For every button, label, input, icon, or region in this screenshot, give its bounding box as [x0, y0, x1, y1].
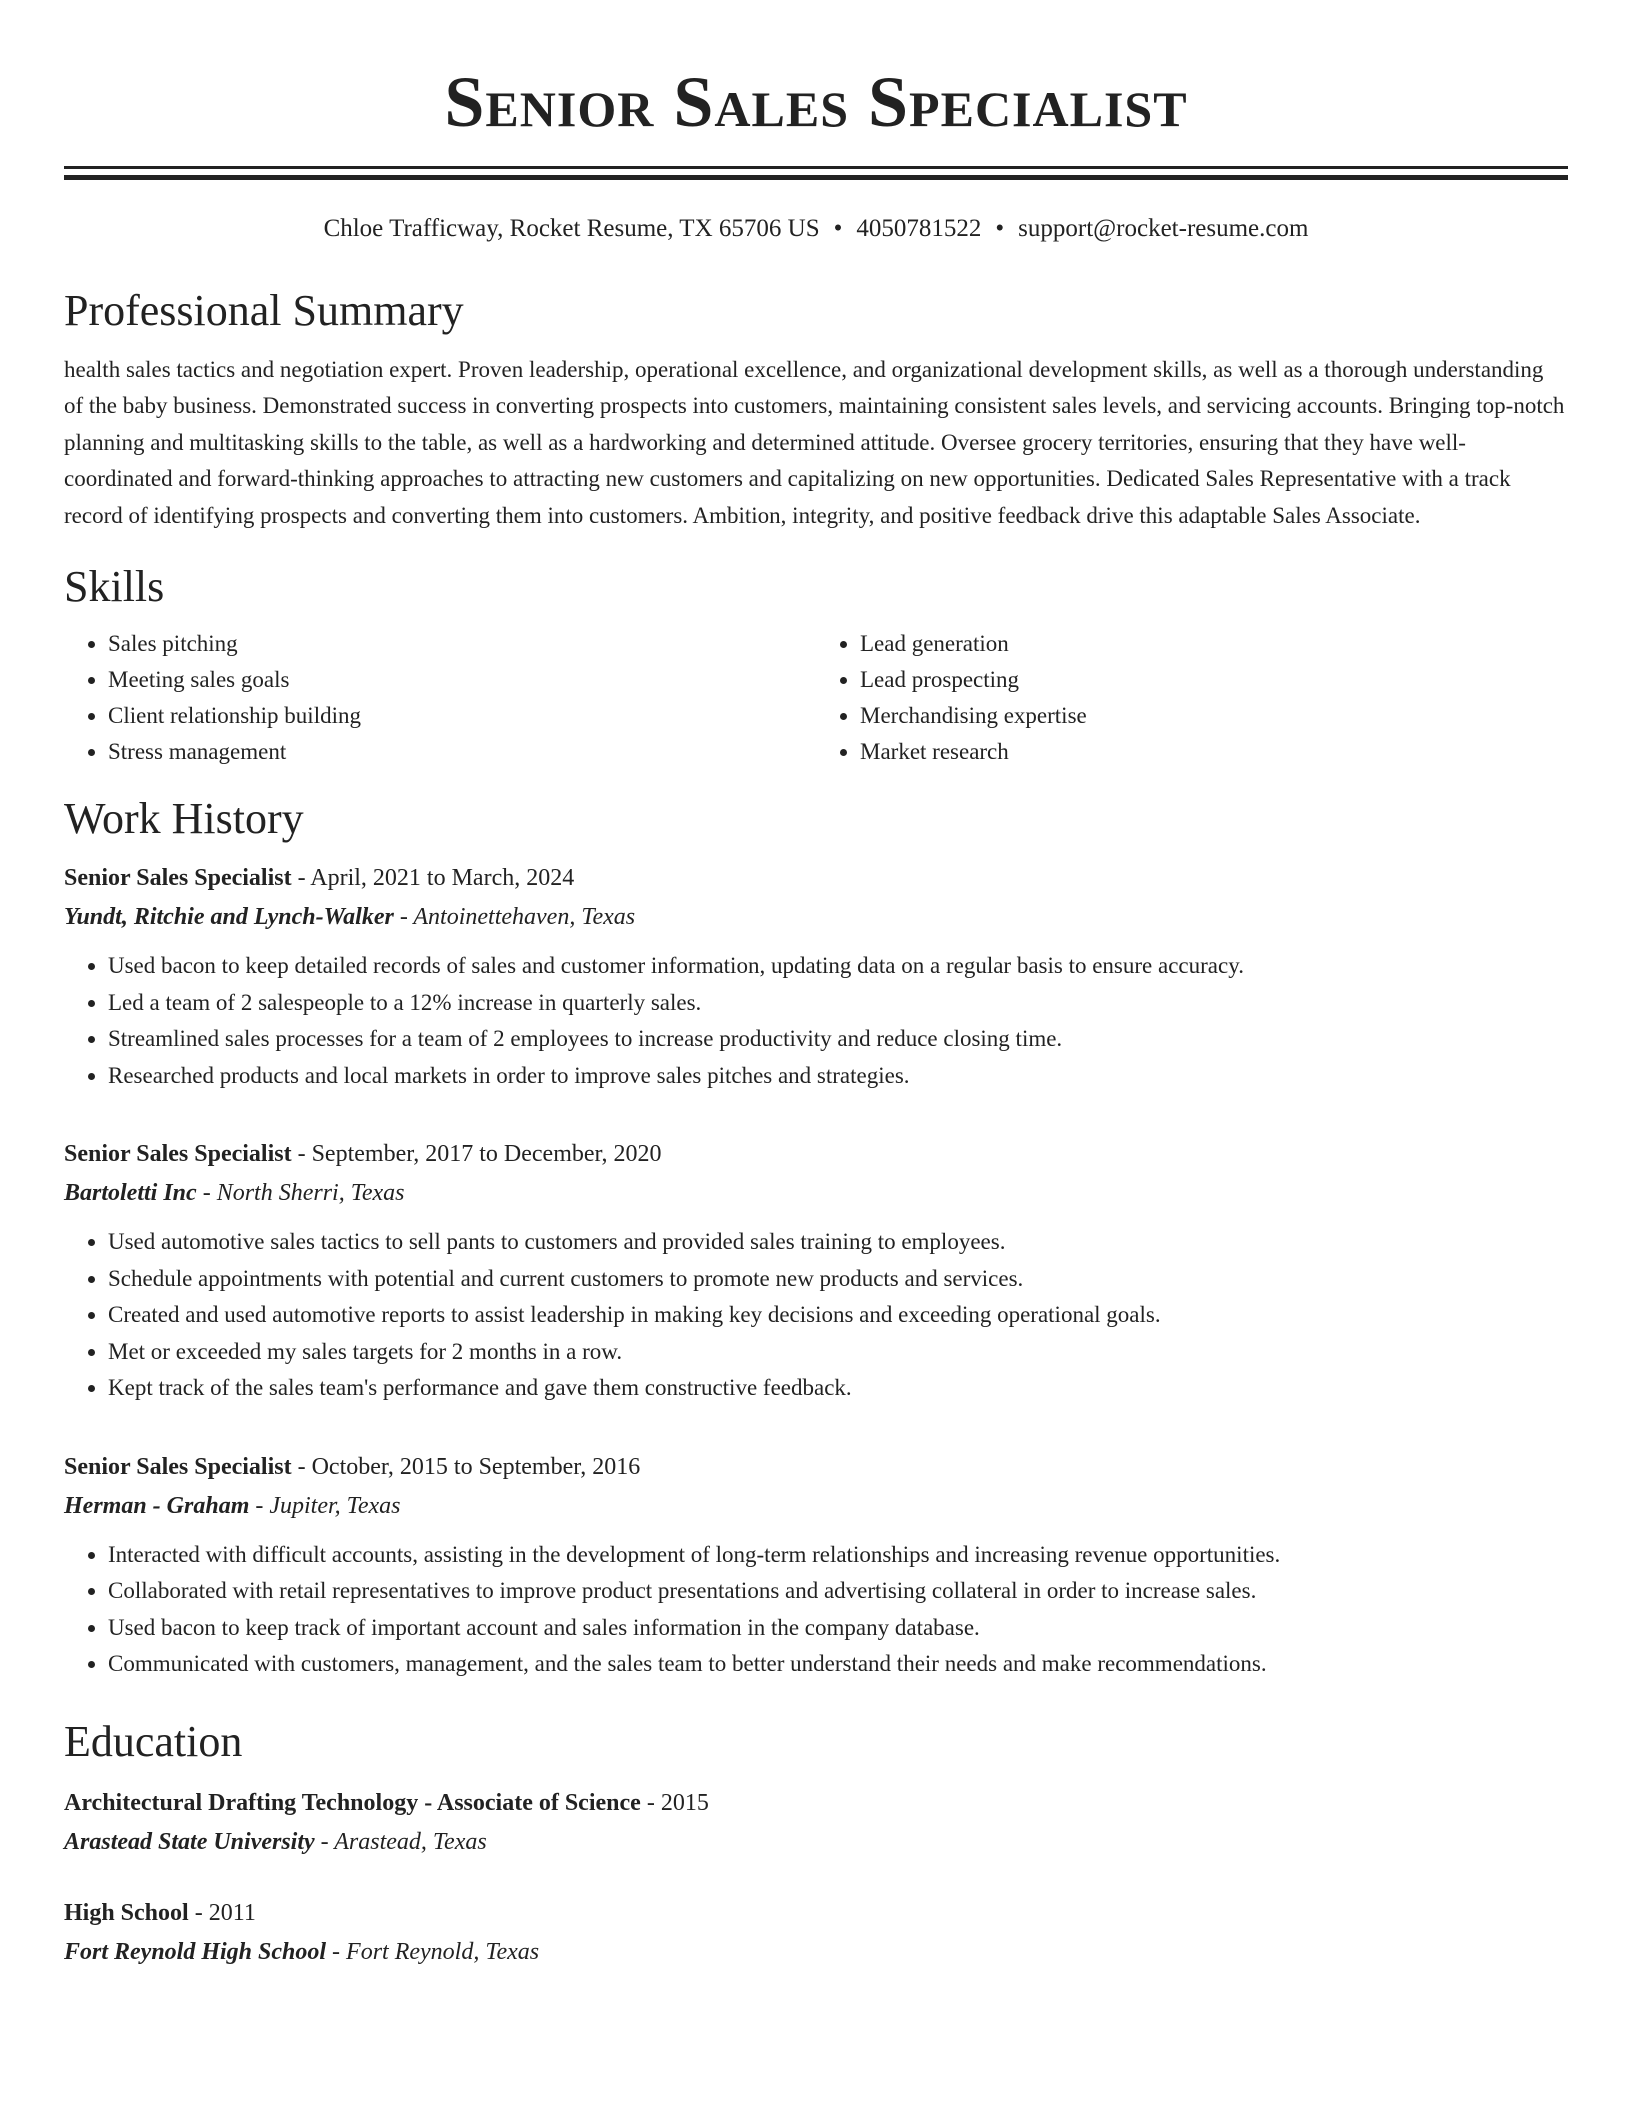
job-title-line	[64, 1134, 1568, 1174]
job-dash: -	[291, 1453, 312, 1480]
skill-item: • Lead generation	[860, 626, 1568, 662]
job-entry	[64, 858, 1568, 1094]
contact-separator: •	[995, 215, 1005, 242]
job-company-line	[64, 898, 1568, 936]
job-bullet: • Used bacon to keep detailed records of sales and customer information, updating data on a regular basis to ensure accuracy.	[108, 948, 1568, 985]
job-bullet: • Researched products and local markets in order to improve sales pitches and strategies.	[108, 1058, 1568, 1095]
job-title: Senior Sales Specialist	[64, 1453, 292, 1480]
education-degree: Architectural Drafting Technology - Associate of Science	[64, 1789, 641, 1816]
job-dash: -	[196, 1180, 217, 1207]
job-bullet: • Collaborated with retail representatives to improve product presentations and advertising collateral in order to increase sales.	[108, 1573, 1568, 1610]
education-dash: -	[314, 1828, 335, 1855]
education-degree-line	[64, 1893, 1568, 1933]
job-dash: -	[291, 865, 311, 892]
education-location: Arastead, Texas	[334, 1828, 487, 1855]
contact-line	[64, 214, 1568, 244]
job-entry	[64, 1134, 1568, 1407]
contact-address: Chloe Trafficway, Rocket Resume, TX 65706 US	[323, 215, 820, 242]
job-entry	[64, 1447, 1568, 1683]
job-title: Senior Sales Specialist	[64, 1141, 292, 1168]
job-bullet: • Created and used automotive reports to assist leadership in making key decisions and exceeding operational goals.	[108, 1297, 1568, 1334]
summary-text: health sales tactics and negotiation expert. Proven leadership, operational excellence, and organizational development skills, as well as a thorough understanding of the baby business. Demonstrated success in converting prospects into customers, maintaining consistent sales levels, and servicing accounts. Bringing top-notch planning and multitasking skills to the table, as well as a hardworking and determined attitude. Oversee grocery territories, ensuring that they have well-coordinated and forward-thinking approaches to attracting new customers and capitalizing on new opportunities. Dedicated Sales Representative with a track record of identifying prospects and converting them into customers. Ambition, integrity, and positive feedback drive this adaptable Sales Associate.	[64, 357, 1565, 528]
job-company: Bartoletti Inc	[64, 1180, 197, 1207]
skills-grid	[64, 626, 1568, 770]
job-company: Yundt, Ritchie and Lynch-Walker	[64, 904, 394, 931]
education-location: Fort Reynold, Texas	[346, 1938, 540, 1965]
job-dates: September, 2017 to December, 2020	[311, 1141, 662, 1168]
job-location: Jupiter, Texas	[269, 1492, 401, 1519]
job-company: Herman - Graham	[64, 1492, 250, 1519]
title-divider-thick	[64, 175, 1568, 180]
job-dash: -	[393, 904, 414, 931]
education-year: 2011	[208, 1899, 256, 1926]
job-location: North Sherri, Texas	[216, 1180, 405, 1207]
education-entry	[64, 1783, 1568, 1861]
skill-item: • Lead prospecting	[860, 662, 1568, 698]
education-year: 2015	[660, 1789, 709, 1816]
job-bullet: • Streamlined sales processes for a team of 2 employees to increase productivity and reduce closing time.	[108, 1021, 1568, 1058]
job-bullet: • Used automotive sales tactics to sell pants to customers and provided sales training to employees.	[108, 1224, 1568, 1261]
contact-phone: 4050781522	[856, 215, 982, 242]
summary-heading: Professional Summary	[64, 286, 464, 335]
contact-separator: •	[833, 215, 843, 242]
work-history-heading: Work History	[64, 794, 304, 844]
skills-list-right	[816, 626, 1568, 770]
job-bullet: • Communicated with customers, management, and the sales team to better understand their needs and make recommendations.	[108, 1646, 1568, 1683]
education-entry	[64, 1893, 1568, 1971]
education-heading: Education	[64, 1716, 243, 1766]
job-dates: October, 2015 to September, 2016	[311, 1453, 641, 1480]
job-bullet: • Schedule appointments with potential and current customers to promote new products and services.	[108, 1261, 1568, 1298]
job-bullets	[64, 1537, 1568, 1683]
education-degree: High School	[64, 1899, 189, 1926]
skills-heading: Skills	[64, 562, 165, 612]
education-school: Fort Reynold High School	[64, 1938, 327, 1965]
job-dash: -	[249, 1492, 270, 1519]
education-dash: -	[188, 1899, 209, 1926]
job-company-line	[64, 1487, 1568, 1525]
title-divider-thin	[64, 166, 1568, 169]
skill-item: • Merchandising expertise	[860, 698, 1568, 734]
education-school-line	[64, 1823, 1568, 1861]
skills-list-left	[64, 626, 816, 770]
job-title-line	[64, 1447, 1568, 1487]
education-dash: -	[326, 1938, 347, 1965]
job-dates: April, 2021 to March, 2024	[310, 865, 575, 892]
job-bullet: • Used bacon to keep track of important account and sales information in the company database.	[108, 1610, 1568, 1647]
skill-item: • Stress management	[108, 734, 816, 770]
job-bullet: • Interacted with difficult accounts, assisting in the development of long-term relationships and increasing revenue opportunities.	[108, 1537, 1568, 1574]
job-location: Antoinettehaven, Texas	[413, 904, 636, 931]
job-title: Senior Sales Specialist	[64, 865, 292, 892]
job-bullet: • Met or exceeded my sales targets for 2 months in a row.	[108, 1334, 1568, 1371]
education-school-line	[64, 1933, 1568, 1971]
job-bullet: • Led a team of 2 salespeople to a 12% increase in quarterly sales.	[108, 985, 1568, 1022]
education-school: Arastead State University	[64, 1828, 315, 1855]
skill-item: • Meeting sales goals	[108, 662, 816, 698]
resume-title: Senior Sales Specialist	[444, 62, 1188, 142]
education-dash: -	[640, 1789, 661, 1816]
job-company-line	[64, 1174, 1568, 1212]
skill-item: • Sales pitching	[108, 626, 816, 662]
job-bullets	[64, 948, 1568, 1094]
job-bullet: • Kept track of the sales team's performance and gave them constructive feedback.	[108, 1370, 1568, 1407]
job-bullets	[64, 1224, 1568, 1407]
skill-item: • Market research	[860, 734, 1568, 770]
skill-item: • Client relationship building	[108, 698, 816, 734]
job-dash: -	[291, 1141, 312, 1168]
contact-email: support@rocket-resume.com	[1018, 215, 1309, 242]
job-title-line	[64, 858, 1568, 898]
education-degree-line	[64, 1783, 1568, 1823]
